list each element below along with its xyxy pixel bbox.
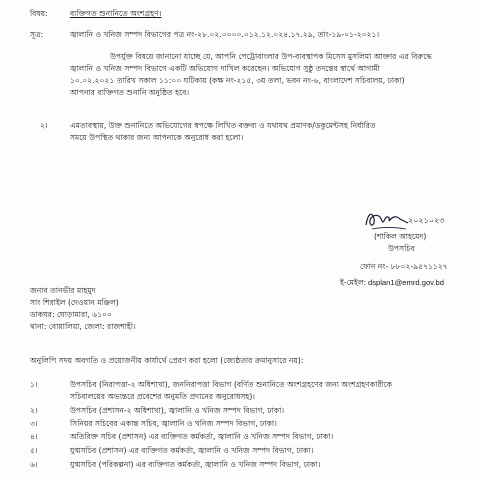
para1-line3: ১০.০২.২০২১ তারিখ সকাল ১১:০০ ঘটিকায় (কক্ষ নং-২১৫, ৩য় তলা, ভবন নং-৬, বাংলাদেশ সচিবালয়, ঢাকা): [70, 76, 405, 85]
copy-item-text: সিনিয়র সচিবের একান্ত সচিব, জ্বালানি ও খনিজ সম্পদ বিভাগ, ঢাকা।: [70, 419, 277, 428]
para2-number: ২।: [40, 121, 48, 130]
subject-text: ব্যক্তিগত শুনানিতে অংশগ্রহণ।: [70, 9, 162, 18]
recipient-village: সাং শিরাইল (দেওয়ান মঞ্জিল): [30, 298, 119, 307]
recipient-name: জনাব তানভীর মাহমুদ: [30, 286, 96, 295]
reference-label: সূত্র:: [30, 30, 44, 39]
copy-item-text: যুগ্মসচিব (প্রশাসন) এর ব্যক্তিগত কর্মকর্তা, জ্বালানি ও খনিজ সম্পদ বিভাগ, ঢাকা।: [70, 446, 314, 455]
signature-scribble: [362, 205, 412, 233]
copy-item-number: ৫।: [30, 446, 38, 455]
copy-item-number: ২।: [30, 406, 38, 415]
reference-text: জ্বালানি ও খনিজ সম্পদ বিভাগের পত্র নং-২৮.০২.০০০০.০১২.১২.০২৪.১৭.২৯, তাং-১৯-০১-২০২১।: [70, 30, 380, 39]
copy-item-number: ৬।: [30, 460, 38, 469]
subject-label: বিষয়:: [30, 9, 48, 18]
signer-designation: উপসচিব: [388, 244, 415, 253]
copy-item-number: ৪।: [30, 432, 38, 441]
para1-line4: আপনার ব্যক্তিগত শুনানি অনুষ্ঠিত হবে।: [70, 88, 190, 97]
para1-line2: জ্বালানি ও খনিজ সম্পদ বিভাগে একটি অভিযোগ দাখিল করেছেন। অভিযোগ সুষ্ঠু তদন্তের স্বার্থে আগামী: [70, 64, 380, 73]
para2-line2: সময়ে উপস্থিত থাকার জন্য আপনাকে অনুরোধ করা হলো।: [70, 133, 244, 142]
copy-item-text: অতিরিক্ত সচিব (প্রশাসন) এর ব্যক্তিগত কর্মকর্তা, জ্বালানি ও খনিজ সম্পদ বিভাগ, ঢাকা।: [70, 432, 334, 441]
signature-date: ২০২১০২৩: [408, 216, 445, 225]
recipient-thana: থানা: বোয়ালিয়া, জেলা: রাজশাহী।: [30, 322, 136, 331]
copy-item-number: ১।: [30, 380, 38, 389]
copy-item-number: ৩।: [30, 419, 38, 428]
recipient-post: ডাকঘর: ঘোড়ামারা, ৬১০০: [30, 310, 112, 319]
signer-name: (শাকিল আহমেদ): [374, 232, 427, 241]
copy-item-text: যুগ্মসচিব (পরিকল্পনা) এর ব্যক্তিগত কর্মকর্তা, জ্বালানি ও খনিজ সম্পদ বিভাগ, ঢাকা।: [70, 460, 321, 469]
copy-heading: অনুলিপি সদয় অবগতি ও প্রয়োজনীয় কার্যার্থে প্রেরণ করা হলো (জ্যেষ্ঠতার ক্রমানুসারে নয়):: [30, 356, 304, 365]
para2-line1: এমতাবস্থায়, উক্ত শুনানিতে অভিযোগের স্বপক্ষে লিখিত বক্তব্য ও যথাযথ প্রমাণক/ডকুমেন্টসহ নির্ধারিত: [70, 121, 376, 130]
para1-line1: উপর্যুক্ত বিষয়ে জানানো যাচ্ছে যে, আপনি পেট্রোবাংলার উপ-ব্যবস্থাপক মিসেস মুসলিমা আক্তার এর বিরুদ্ধে: [110, 52, 432, 61]
copy-item-text-cont: সচিবালয়ের অভ্যন্তরে প্রবেশের অনুমতি প্রদানের অনুরোধসহ)।: [70, 392, 256, 401]
copy-item-text: উপসচিব (নিরাপত্তা-২ অধিশাখা), জননিরাপত্তা বিভাগ (বর্ণিত শুনানিতে অংশগ্রহণের জন্য অংশগ্রহণকারীকে: [70, 380, 393, 389]
copy-item-text: উপসচিব (প্রশাসন-২ অধিশাখা), জ্বালানি ও খনিজ সম্পদ বিভাগ, ঢাকা।: [70, 406, 285, 415]
signer-phone: ফোন নং- ৮৮০২-৯৫৭১১২৭: [360, 262, 448, 271]
signer-email-label: ই-মেইল:: [340, 278, 367, 287]
signer-email[interactable]: dsplan1@emrd.gov.bd: [368, 278, 444, 287]
